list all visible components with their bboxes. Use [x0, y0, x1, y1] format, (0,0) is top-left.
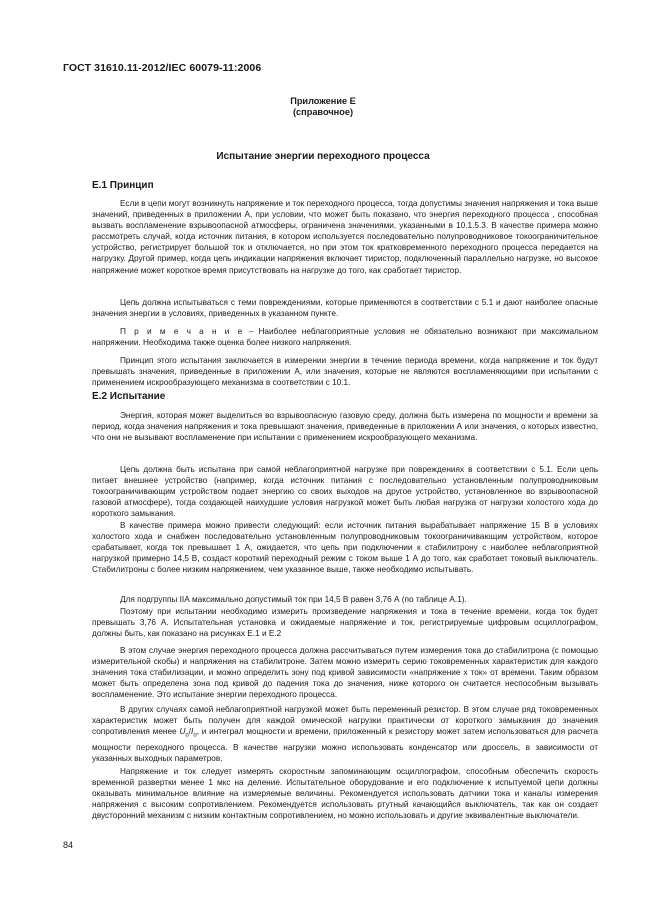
- paragraph: Принцип этого испытания заключается в измерении энергии в течение периода времени, когда напряжение и ток будут превышать значения, приведенные в приложении А, или значения, которые не являются воспламеняющими при испытании с применением искрообразующего механизма в соответствии с 10.1.: [92, 356, 598, 388]
- appendix-label: Приложение Е: [290, 96, 356, 106]
- page-number: 84: [63, 840, 74, 850]
- note-text: – Наиболее неблагоприятные условия не обязательно возникают при максимальном напряжении. Необходима также оценка более низкого напряжения.: [92, 327, 598, 348]
- note-paragraph: [92, 326, 598, 348]
- document-header: ГОСТ 31610.11-2012/IEC 60079-11:2006: [63, 62, 262, 74]
- paragraph: В качестве примера можно привести следующий: если источник питания вырабатывает напряжение 15 В в условиях холостого хода и снабжен последовательно установленным полупроводниковым токоограничивающим устройством, которое срабатывает, когда ток превышает 1 А, ожидается, что цепь при подключении к стабилитрону с наиболее неблагоприятной нагрузкой примерно 14,5 В, создаст короткий переходный режим с током выше 1 А до того, как сработает токовый выключатель. Стабилитроны с более низким напряжением, чем указанное выше, также необходимо испытывать.: [92, 521, 598, 575]
- section-heading-e2: Е.2 Испытание: [92, 391, 166, 402]
- paragraph: Если в цепи могут возникнуть напряжение и ток переходного процесса, тогда допустимы значения напряжения и тока выше значений, приведенных в приложении А, при условии, что может быть показано, что энергия переходного процесса , способная вызвать воспламенение взрывоопасной атмосферы, ограничена значениями, указанными в 10.1.5.3. В качестве примера можно рассмотреть случай, когда источник питания, в котором используется последовательно полупроводниковое токоограничительное устройство, регистрирует большой ток и отключается, но при этом ток кратковременного переходного процесса передается на нагрузку. Другой пример, когда цепь индикации напряжения включает тиристор, подключенный параллельно нагрузке, но высокое напряжение может короткое время присутствовать на нагрузке до того, как сработает тиристор.: [92, 199, 598, 275]
- paragraph: Цепь должна быть испытана при самой неблагоприятной нагрузке при повреждениях в соответствии с 5.1. Если цепь питает внешнее устройство (например, когда источник питания с последовательно установленным полупроводниковым токоограничивающим устройством подает энергию со своих выходов на другое устройство, установленное во взрывоопасной газовой атмосфере), тогда создающей наихудшие условия нагрузкой может быть любая нагрузка от нагрузки холостого хода до короткого замыкания.: [92, 465, 598, 519]
- paragraph: Поэтому при испытании необходимо измерить произведение напряжения и тока в течение времени, когда ток будет превышать 3,76 А. Испытательная установка и ожидаемые напряжение и ток, регистрируемые цифровым осциллографом, должны быть, как показано на рисунках Е.1 и Е.2: [92, 607, 598, 639]
- paragraph: Напряжение и ток следует измерять скоростным запоминающим осциллографом, способным обеспечить скорость временной развертки менее 1 мкс на деление. Испытательное оборудование и его подключение к испытуемой цепи должны оказывать минимальное влияние на измеряемые величины. Рекомендуется использовать датчики тока и каналы измерения напряжения с высоким сопротивлением. Рекомендуется использовать ртутный качающийся выключатель, так как он создает двусторонний механизм с низким контактным сопротивлением, но можно использовать и другие эквивалентные выключатели.: [92, 767, 598, 821]
- appendix-title: Испытание энергии переходного процесса: [216, 151, 430, 162]
- section-heading-e1: Е.1 Принцип: [92, 180, 154, 191]
- appendix-type: (справочное): [292, 107, 353, 117]
- note-label: П р и м е ч а н и е: [120, 327, 244, 336]
- paragraph: Энергия, которая может выделиться во взрывоопасную газовую среду, должна быть измерена по мощности и времени за период, когда значения напряжения и тока превышают значения, приведенные в приложении А или значения, о которых известно, что они не вызывают воспламенение при испытании с применением искрообразующего механизма.: [92, 411, 598, 443]
- paragraph: В других случаях самой неблагоприятной нагрузкой может быть переменный резистор. В этом случае ряд токовременных характеристик может быть получен для каждой омической нагрузки практически от короткого замыкания до значения сопротивления менее $U_o/I_o$, и интеграл мощности и времени, приложенный к резистору может затем использоваться для расчета мощности переходного процесса. В качестве нагрузки можно использовать конденсатор или дроссель, в зависимости от указанных выходных параметров.: [92, 705, 598, 764]
- paragraph: Цепь должна испытываться с теми повреждениями, которые применяются в соответствии с 5.1 и дают наиболее опасные значения энергии в условиях, приведенных в указанном пункте.: [92, 298, 598, 319]
- paragraph: В этом случае энергия переходного процесса должна рассчитываться путем измерения тока до стабилитрона (с помощью измерительной скобы) и напряжения на стабилитроне. Затем можно измерить серию токовременных характеристик для каждого значения тока стабилизации, и можно определить зону под кривой зависимости «напряжение x ток» от времени. Таким образом может быть определена зона под кривой до падения тока до значения, ниже которого он считается неспособным вызывать воспламенение. Это испытание энергии переходного процесса.: [92, 646, 598, 700]
- paragraph: Для подгруппы IIА максимально допустимый ток при 14,5 В равен 3,76 А (по таблице А.1).: [120, 595, 467, 604]
